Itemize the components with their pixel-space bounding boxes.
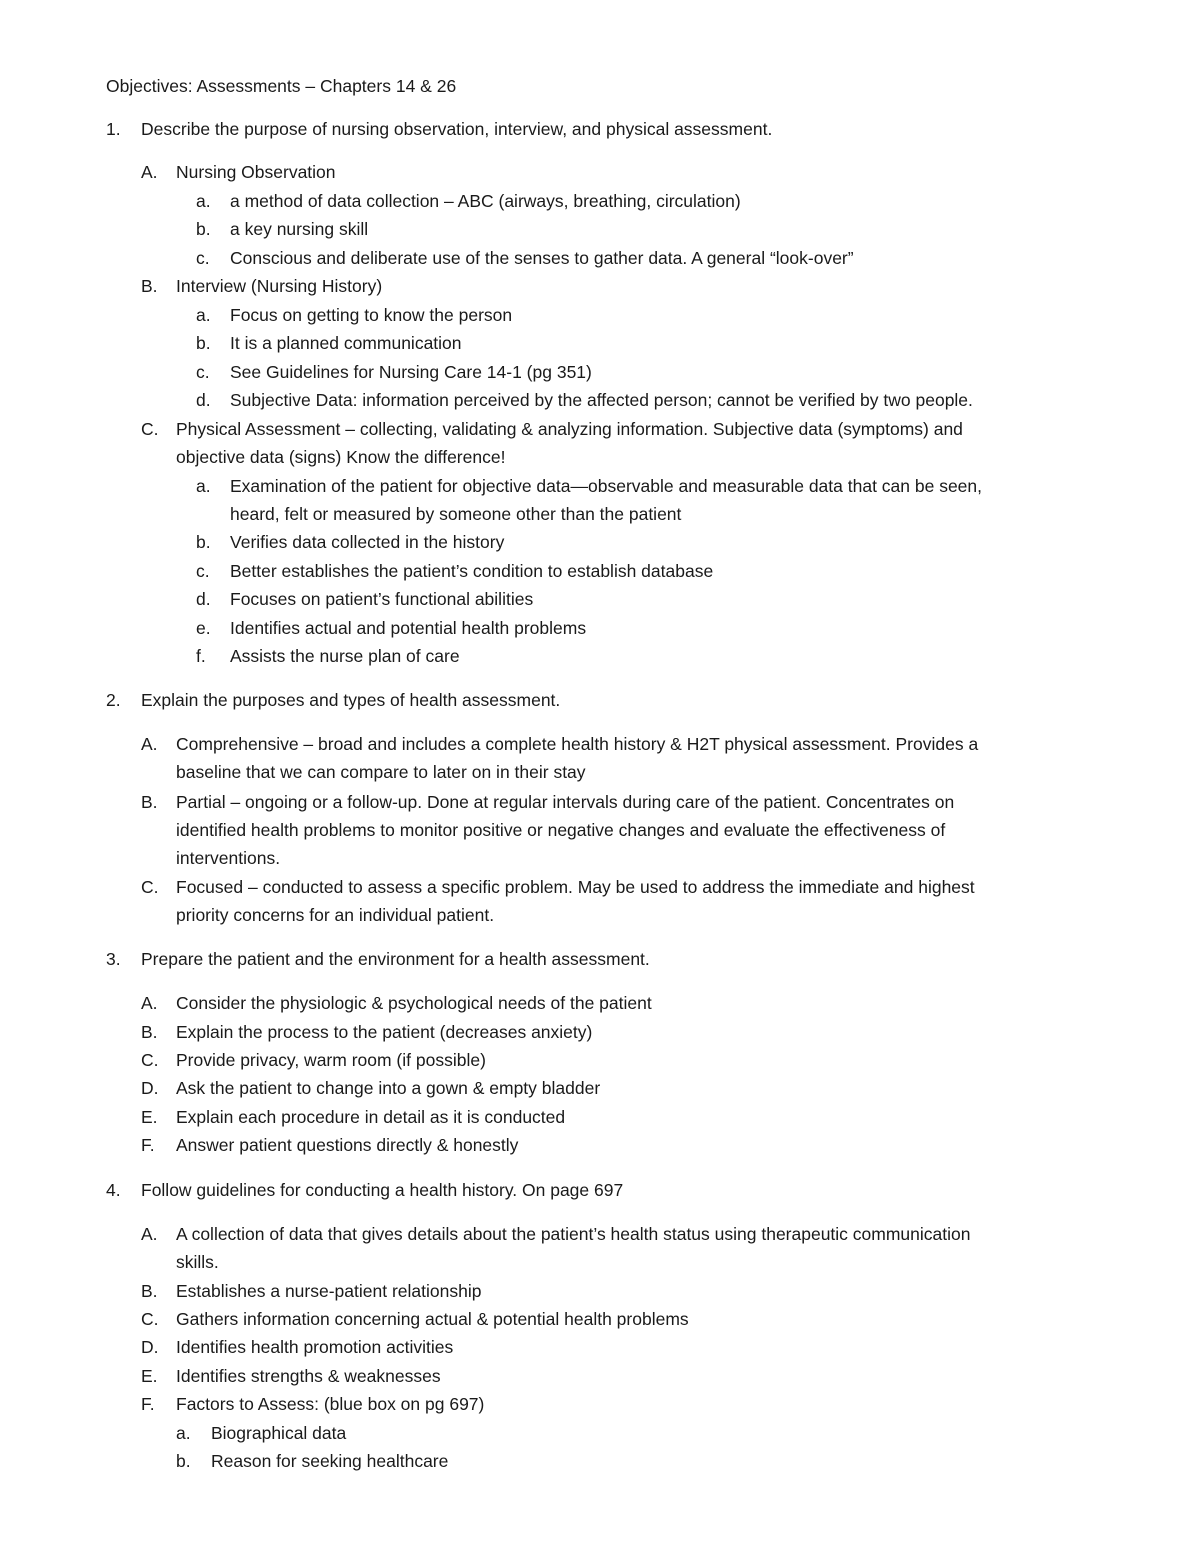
item-text: Factors to Assess: (blue box on pg 697) [176,1394,485,1414]
item-text: Physical Assessment – collecting, validating & analyzing information. Subjective data (symptoms) and [176,419,963,439]
subitem-text: Examination of the patient for objective data—observable and measurable data that can be seen, [230,476,983,496]
subitem-text: Focuses on patient’s functional abilities [230,589,534,609]
subitem-marker: b. [176,1451,191,1471]
subitem-marker: b. [196,333,211,353]
item-text: Comprehensive – broad and includes a complete health history & H2T physical assessment. Provides a [176,734,979,754]
item-text: Explain the process to the patient (decreases anxiety) [176,1022,593,1042]
subitem-text: Focus on getting to know the person [230,305,513,325]
item-text: Answer patient questions directly & honestly [176,1135,519,1155]
item-marker: B. [141,792,158,812]
item-marker: F. [141,1135,155,1155]
item-text: Consider the physiologic & psychological needs of the patient [176,993,652,1013]
subitem-marker: b. [196,219,211,239]
item-marker: E. [141,1107,158,1127]
subitem-text: Conscious and deliberate use of the senses to gather data. A general “look-over” [230,248,854,268]
item-text: interventions. [176,848,281,868]
subitem-text: Reason for seeking healthcare [211,1451,449,1471]
objective-text: Explain the purposes and types of health assessment. [141,690,561,710]
item-text: Gathers information concerning actual & potential health problems [176,1309,689,1329]
item-text: Partial – ongoing or a follow-up. Done at regular intervals during care of the patient. Concentrates on [176,792,955,812]
item-text: A collection of data that gives details about the patient’s health status using therapeutic communication [176,1224,971,1244]
subitem-text: Better establishes the patient’s condition to establish database [230,561,714,581]
item-text: Nursing Observation [176,162,336,182]
objective-number: 2. [106,690,121,710]
subitem-text: Biographical data [211,1423,347,1443]
subitem-marker: d. [196,589,211,609]
item-marker: B. [141,1022,158,1042]
item-text: baseline that we can compare to later on in their stay [176,762,586,782]
objective-number: 4. [106,1180,121,1200]
item-marker: D. [141,1078,159,1098]
objective-text: Follow guidelines for conducting a health history. On page 697 [141,1180,624,1200]
item-marker: C. [141,1309,159,1329]
item-text: priority concerns for an individual patient. [176,905,495,925]
item-marker: E. [141,1366,158,1386]
item-text: Provide privacy, warm room (if possible) [176,1050,486,1070]
subitem-marker: f. [196,646,206,666]
item-marker: C. [141,1050,159,1070]
item-text: Ask the patient to change into a gown & empty bladder [176,1078,601,1098]
objective-text: Describe the purpose of nursing observation, interview, and physical assessment. [141,119,773,139]
objective-text: Prepare the patient and the environment for a health assessment. [141,949,650,969]
item-text: Establishes a nurse-patient relationship [176,1281,482,1301]
item-marker: A. [141,993,158,1013]
item-text: Focused – conducted to assess a specific problem. May be used to address the immediate and highest [176,877,975,897]
subitem-marker: a. [196,191,211,211]
item-marker: C. [141,419,159,439]
item-text: skills. [176,1252,219,1272]
subitem-text: See Guidelines for Nursing Care 14-1 (pg 351) [230,362,592,382]
subitem-text: a method of data collection – ABC (airways, breathing, circulation) [230,191,741,211]
subitem-marker: a. [196,476,211,496]
item-marker: F. [141,1394,155,1414]
subitem-marker: e. [196,618,211,638]
subitem-marker: c. [196,561,210,581]
subitem-text: Verifies data collected in the history [230,532,505,552]
subitem-marker: d. [196,390,211,410]
subitem-text: It is a planned communication [230,333,462,353]
item-text: Explain each procedure in detail as it is conducted [176,1107,566,1127]
item-marker: A. [141,1224,158,1244]
item-text: objective data (signs) Know the difference! [176,447,506,467]
subitem-text: Assists the nurse plan of care [230,646,460,666]
item-marker: C. [141,877,159,897]
subitem-marker: a. [176,1423,191,1443]
subitem-text: a key nursing skill [230,219,369,239]
document-title: Objectives: Assessments – Chapters 14 & 26 [106,76,457,96]
objective-number: 1. [106,119,121,139]
subitem-marker: c. [196,362,210,382]
item-text: Identifies health promotion activities [176,1337,454,1357]
subitem-text: Subjective Data: information perceived by the affected person; cannot be verified by two people. [230,390,973,410]
item-marker: A. [141,162,158,182]
subitem-text: Identifies actual and potential health problems [230,618,587,638]
item-text: Interview (Nursing History) [176,276,383,296]
subitem-marker: c. [196,248,210,268]
subitem-text: heard, felt or measured by someone other than the patient [230,504,682,524]
subitem-marker: a. [196,305,211,325]
objective-number: 3. [106,949,121,969]
item-marker: B. [141,1281,158,1301]
item-marker: A. [141,734,158,754]
item-text: identified health problems to monitor positive or negative changes and evaluate the effectiveness of [176,820,946,840]
item-text: Identifies strengths & weaknesses [176,1366,441,1386]
item-marker: D. [141,1337,159,1357]
subitem-marker: b. [196,532,211,552]
item-marker: B. [141,276,158,296]
